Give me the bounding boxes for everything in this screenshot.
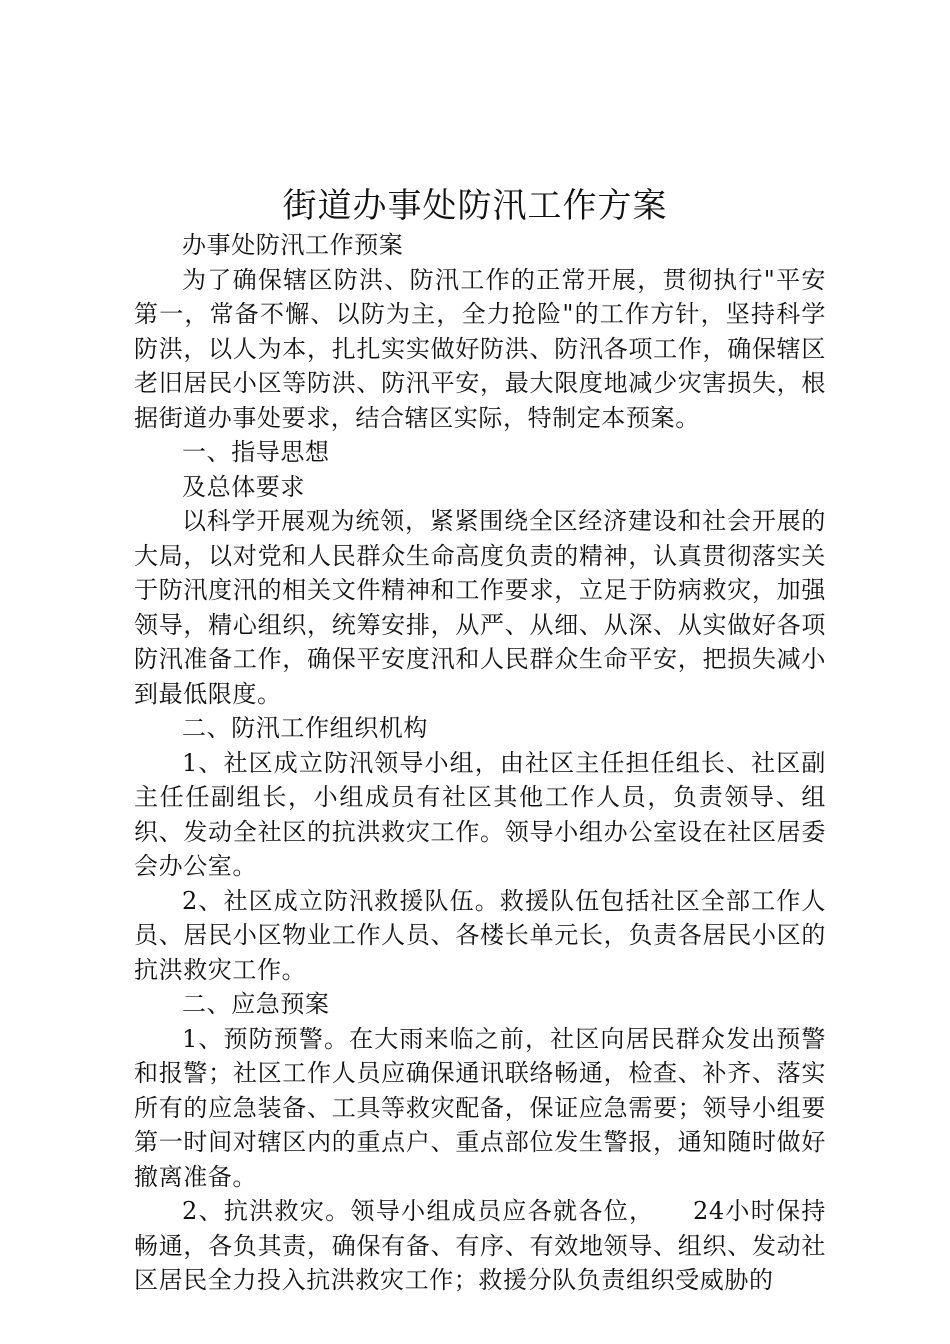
guiding-paragraph: 以科学开展观为统领，紧紧围绕全区经济建设和社会开展的大局，以对党和人民群众生命高度负责的精神，认真贯彻落实关于防汛度汛的相关文件精神和工作要求，立足于防病救灾，加强领导，精心组织，统筹安排，从严、从细、从深、从实做好各项防汛准备工作，确保平安度汛和人民群众生命平安，把损失减小到最低限度。 (134, 507, 826, 708)
heading-emergency-plan: 二、应急预案 (182, 990, 330, 1018)
organization-item-1: 1、社区成立防汛领导小组，由社区主任担任组长、社区副主任任副组长，小组成员有社区其他工作人员，负责领导、组织、发动全社区的抗洪救灾工作。领导小组办公室设在社区居委会办公室。 (134, 748, 826, 880)
heading-guiding-thought: 一、指导思想 (182, 438, 330, 466)
emergency-item-2: 2、抗洪救灾。领导小组成员应各就各位， 24小时保持畅通，各负其责，确保有备、有序、有效地领导、组织、发动社区居民全力投入抗洪救灾工作；救援分队负责组织受威胁的 (134, 1197, 826, 1294)
heading-overall-requirements: 及总体要求 (182, 472, 305, 501)
heading-organization: 二、防汛工作组织机构 (182, 714, 428, 742)
document-body (134, 228, 826, 1298)
organization-item-2: 2、社区成立防汛救援队伍。救援队伍包括社区全部工作人员、居民小区物业工作人员、各楼长单元长，负责各居民小区的抗洪救灾工作。 (134, 886, 826, 984)
emergency-item-1: 1、预防预警。在大雨来临之前，社区向居民群众发出预警和报警；社区工作人员应确保通讯联络畅通，检查、补齐、落实所有的应急装备、工具等救灾配备，保证应急需要；领导小组要第一时间对辖区内的重点户、重点部位发生警报，通知随时做好撤离准备。 (134, 1024, 826, 1191)
intro-paragraph: 为了确保辖区防洪、防汛工作的正常开展，贯彻执行"平安第一，常备不懈、以防为主，全力抢险"的工作方针，坚持科学防洪，以人为本，扎扎实实做好防洪、防汛各项工作，确保辖区老旧居民小区等防洪、防汛平安，最大限度地减少灾害损失，根据街道办事处要求，结合辖区实际，特制定本预案。 (134, 265, 826, 432)
document-title: 街道办事处防汛工作方案 (282, 186, 668, 226)
section-subtitle: 办事处防汛工作预案 (182, 231, 404, 259)
